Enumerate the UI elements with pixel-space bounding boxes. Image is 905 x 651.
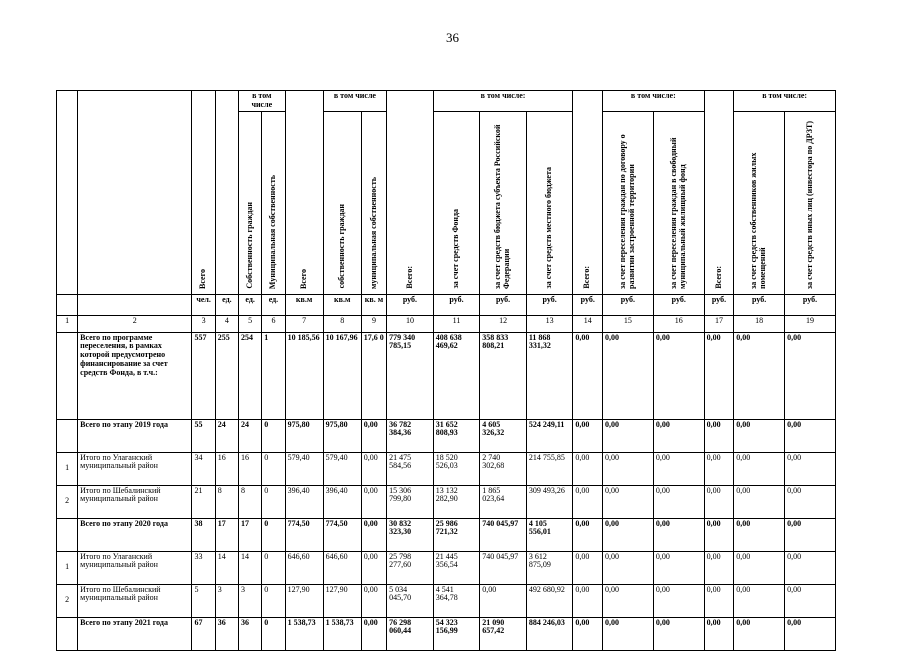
table-cell: 0,00 [603, 551, 654, 584]
unit-cell: кв.м [285, 294, 323, 315]
table-cell: 5 [192, 584, 215, 617]
table-row [57, 518, 836, 551]
table-cell: 579,40 [285, 452, 323, 485]
row-label-cell: Итого по Улаганский муниципальный район [78, 452, 192, 485]
table-cell: 0,00 [573, 617, 603, 650]
table-cell: 0,00 [573, 332, 603, 419]
table-cell: 358 833 808,21 [480, 332, 527, 419]
row-index-cell [57, 332, 78, 419]
table-cell: 0 [262, 584, 285, 617]
table-cell: 0,00 [361, 584, 386, 617]
row-index-cell: 1 [57, 551, 78, 584]
table-cell: 214 755,85 [526, 452, 573, 485]
table-cell: 0,00 [785, 617, 836, 650]
table-cell: 0,00 [653, 584, 704, 617]
col-header [433, 111, 480, 294]
table-cell: 3 [239, 584, 262, 617]
table-cell: 36 [215, 617, 238, 650]
table-cell: 0,00 [603, 485, 654, 518]
table-cell: 21 445 356,54 [433, 551, 480, 584]
table-cell: 0,00 [603, 452, 654, 485]
column-number-cell: 1 [57, 315, 78, 332]
table-cell: 0,00 [785, 518, 836, 551]
table-cell: 8 [239, 485, 262, 518]
col-header-text: за счет средств бюджета субъекта Российской Федерации [493, 124, 512, 289]
table-cell: 0,00 [653, 551, 704, 584]
unit-cell: руб. [387, 294, 434, 315]
unit-cell: руб. [785, 294, 836, 315]
table-cell: 0,00 [785, 584, 836, 617]
table-row [57, 617, 836, 650]
table-cell: 0 [262, 419, 285, 452]
unit-cell: руб. [653, 294, 704, 315]
col-header [361, 111, 386, 294]
table-cell: 54 323 156,99 [433, 617, 480, 650]
table-cell: 0,00 [361, 419, 386, 452]
table-cell: 0,00 [653, 518, 704, 551]
units-row [57, 294, 836, 315]
table-cell: 24 [239, 419, 262, 452]
table-cell: 1 538,73 [285, 617, 323, 650]
row-label-cell: Всего по этапу 2020 года [78, 518, 192, 551]
table-cell: 38 [192, 518, 215, 551]
table-cell: 15 306 799,80 [387, 485, 434, 518]
group-header-row [57, 91, 836, 112]
table-cell: 646,60 [323, 551, 361, 584]
table-cell: 16 [239, 452, 262, 485]
col-header [262, 111, 285, 294]
column-numbers-row [57, 315, 836, 332]
unit-cell: руб. [704, 294, 734, 315]
group-header: в том числе [323, 91, 386, 112]
table-cell: 0 [262, 518, 285, 551]
table-cell: 975,80 [285, 419, 323, 452]
table-cell: 3 [215, 584, 238, 617]
table-cell: 774,50 [285, 518, 323, 551]
unit-cell: руб. [526, 294, 573, 315]
column-number-cell: 6 [262, 315, 285, 332]
table-cell: 0,00 [573, 485, 603, 518]
col-header [192, 91, 215, 295]
column-number-cell: 15 [603, 315, 654, 332]
table-cell: 0,00 [785, 452, 836, 485]
table-cell: 0,00 [603, 518, 654, 551]
table-cell: 0,00 [361, 452, 386, 485]
row-index-cell [57, 419, 78, 452]
col-header-text: Всего: [404, 266, 414, 289]
unit-cell: чел. [192, 294, 215, 315]
column-number-cell: 8 [323, 315, 361, 332]
table-cell: 0,00 [785, 485, 836, 518]
col-header-text: муниципальная собственность [368, 176, 378, 289]
table-cell: 0,00 [704, 452, 734, 485]
table-cell: 33 [192, 551, 215, 584]
table-cell: 25 798 277,60 [387, 551, 434, 584]
table-cell: 3 612 875,09 [526, 551, 573, 584]
group-header: в том числе: [433, 91, 573, 112]
table-cell: 396,40 [285, 485, 323, 518]
table-cell: 740 045,97 [480, 518, 527, 551]
row-index-cell: 2 [57, 485, 78, 518]
table-cell: 0,00 [603, 584, 654, 617]
group-header: в том числе: [603, 91, 705, 112]
unit-cell: руб. [573, 294, 603, 315]
row-index-cell: 2 [57, 584, 78, 617]
table-cell: 646,60 [285, 551, 323, 584]
table-row [57, 419, 836, 452]
table-cell: 0,00 [734, 332, 785, 419]
col-header [215, 91, 238, 295]
table-cell: 5 034 045,70 [387, 584, 434, 617]
col-header [573, 91, 603, 295]
table-cell: 1 538,73 [323, 617, 361, 650]
table-cell: 0,00 [734, 518, 785, 551]
table-row [57, 332, 836, 419]
table-cell: 17 [239, 518, 262, 551]
group-header: в том числе [239, 91, 286, 112]
col-header-text: за счет средств местного бюджета [544, 167, 554, 289]
col-header-text: за счет средств собственников жилых помещений [749, 152, 768, 289]
table-cell: 0,00 [573, 518, 603, 551]
table-cell: 0,00 [785, 332, 836, 419]
table-cell: 0 [262, 617, 285, 650]
table-cell: 0,00 [653, 452, 704, 485]
table-cell: 14 [215, 551, 238, 584]
table-cell: 0,00 [734, 584, 785, 617]
page-number: 36 [446, 30, 459, 45]
col-header [323, 111, 361, 294]
table-cell: 254 [239, 332, 262, 419]
table-cell: 127,90 [323, 584, 361, 617]
row-label-cell: Итого по Шебалинский муниципальный район [78, 485, 192, 518]
unit-cell: ед. [239, 294, 262, 315]
unit-cell: руб. [480, 294, 527, 315]
table-cell: 0,00 [785, 551, 836, 584]
table-cell: 524 249,11 [526, 419, 573, 452]
table-cell: 0,00 [704, 584, 734, 617]
col-header-text: Всего: [713, 266, 723, 289]
col-header [480, 111, 527, 294]
table-cell: 21 [192, 485, 215, 518]
col-header-text: за счет переселения граждан в свободный муниципальный жилищный фонд [668, 137, 687, 289]
column-number-cell: 18 [734, 315, 785, 332]
unit-cell: кв. м [361, 294, 386, 315]
table-cell: 10 185,56 [285, 332, 323, 419]
table-cell: 408 638 469,62 [433, 332, 480, 419]
row-label-cell: Всего по этапу 2019 года [78, 419, 192, 452]
col-header [57, 91, 78, 295]
column-number-cell: 13 [526, 315, 573, 332]
table-cell: 0,00 [785, 419, 836, 452]
table-cell: 34 [192, 452, 215, 485]
table-cell: 884 246,03 [526, 617, 573, 650]
group-header: в том числе: [734, 91, 836, 112]
col-header [603, 111, 654, 294]
table-cell: 11 868 331,32 [526, 332, 573, 419]
table-cell: 16 [215, 452, 238, 485]
unit-cell [57, 294, 78, 315]
table-cell: 0,00 [734, 551, 785, 584]
unit-cell: кв.м [323, 294, 361, 315]
table-cell: 4 605 326,32 [480, 419, 527, 452]
col-header-text: собственность граждан [336, 204, 346, 289]
col-header-text: Муниципальная собственность [268, 174, 278, 289]
table-cell: 10 167,96 [323, 332, 361, 419]
col-header [653, 111, 704, 294]
column-number-cell: 17 [704, 315, 734, 332]
table-cell: 0,00 [734, 419, 785, 452]
row-label-cell: Итого по Улаганский муниципальный район [78, 551, 192, 584]
table-cell: 0,00 [653, 485, 704, 518]
table-cell: 975,80 [323, 419, 361, 452]
column-number-cell: 7 [285, 315, 323, 332]
table-cell: 18 520 526,03 [433, 452, 480, 485]
table-cell: 1 865 023,64 [480, 485, 527, 518]
table-cell: 0,00 [480, 584, 527, 617]
column-number-cell: 9 [361, 315, 386, 332]
row-label-cell: Итого по Шебалинский муниципальный район [78, 584, 192, 617]
table-cell: 36 [239, 617, 262, 650]
unit-cell: руб. [603, 294, 654, 315]
table-cell: 0,00 [573, 551, 603, 584]
table-cell: 17,6 0 [361, 332, 386, 419]
table-cell: 0,00 [653, 419, 704, 452]
col-header-text: Собственность граждан [244, 202, 254, 289]
unit-cell: ед. [262, 294, 285, 315]
table-cell: 579,40 [323, 452, 361, 485]
column-number-cell: 3 [192, 315, 215, 332]
column-number-cell: 14 [573, 315, 603, 332]
table-cell: 0,00 [361, 617, 386, 650]
table-cell: 0,00 [361, 485, 386, 518]
col-header [526, 111, 573, 294]
column-number-cell: 4 [215, 315, 238, 332]
row-index-cell: 1 [57, 452, 78, 485]
table-cell: 779 340 785,15 [387, 332, 434, 419]
col-header [285, 91, 323, 295]
column-number-cell: 16 [653, 315, 704, 332]
table-cell: 0,00 [704, 518, 734, 551]
program-table [56, 90, 836, 651]
col-header [704, 91, 734, 295]
table-cell: 21 090 657,42 [480, 617, 527, 650]
col-header-text: Всего [298, 268, 308, 289]
table-cell: 0,00 [573, 419, 603, 452]
unit-cell: руб. [734, 294, 785, 315]
column-number-cell: 11 [433, 315, 480, 332]
table-cell: 0,00 [653, 617, 704, 650]
table-cell: 396,40 [323, 485, 361, 518]
table-cell: 76 298 060,44 [387, 617, 434, 650]
table-cell: 30 832 323,30 [387, 518, 434, 551]
table-cell: 31 652 808,93 [433, 419, 480, 452]
unit-cell [78, 294, 192, 315]
table-cell: 0,00 [361, 518, 386, 551]
table-cell: 1 [262, 332, 285, 419]
col-header-text: Всего [198, 268, 208, 289]
col-header [785, 111, 836, 294]
col-header-text: за счет средств Фонда [451, 209, 461, 289]
row-label-cell: Всего по программе переселения, в рамках которой предусмотрено финансирование за счет средств Фонда, в т.ч.: [78, 332, 192, 419]
table-cell: 4 105 556,01 [526, 518, 573, 551]
table-cell: 309 493,26 [526, 485, 573, 518]
table-cell: 0 [262, 485, 285, 518]
table-cell: 24 [215, 419, 238, 452]
table-cell: 0,00 [704, 419, 734, 452]
table-cell: 0,00 [704, 332, 734, 419]
table-cell: 55 [192, 419, 215, 452]
table-cell: 21 475 584,56 [387, 452, 434, 485]
column-number-cell: 2 [78, 315, 192, 332]
table-cell: 14 [239, 551, 262, 584]
col-header [387, 91, 434, 295]
col-header-text: Всего: [582, 266, 592, 289]
row-label-cell: Всего по этапу 2021 года [78, 617, 192, 650]
table-cell: 127,90 [285, 584, 323, 617]
table-cell: 2 740 302,68 [480, 452, 527, 485]
table-row [57, 584, 836, 617]
table-cell: 740 045,97 [480, 551, 527, 584]
table-cell: 0,00 [734, 485, 785, 518]
table-cell: 255 [215, 332, 238, 419]
table-cell: 0,00 [603, 419, 654, 452]
table-cell: 774,50 [323, 518, 361, 551]
table-cell: 0,00 [653, 332, 704, 419]
col-header [734, 111, 785, 294]
table-cell: 4 541 364,78 [433, 584, 480, 617]
col-header [239, 111, 262, 294]
table-cell: 8 [215, 485, 238, 518]
table-cell: 0,00 [704, 485, 734, 518]
col-header-text: за счет средств иных лиц (инвестора по ДРЗТ) [804, 120, 814, 289]
table-row [57, 485, 836, 518]
row-index-cell [57, 617, 78, 650]
table-cell: 0,00 [603, 617, 654, 650]
table-cell: 25 986 721,32 [433, 518, 480, 551]
table-cell: 0 [262, 551, 285, 584]
table-cell: 13 132 282,90 [433, 485, 480, 518]
table-cell: 0,00 [734, 617, 785, 650]
column-number-cell: 19 [785, 315, 836, 332]
col-header [78, 91, 192, 295]
col-header-text: за счет переселения граждан по договору о развитии застроенной территории [618, 134, 636, 289]
table-cell: 67 [192, 617, 215, 650]
table-cell: 557 [192, 332, 215, 419]
column-number-cell: 10 [387, 315, 434, 332]
table-row [57, 452, 836, 485]
unit-cell: ед. [215, 294, 238, 315]
column-number-cell: 12 [480, 315, 527, 332]
table-cell: 0,00 [734, 452, 785, 485]
table-cell: 492 680,92 [526, 584, 573, 617]
table-row [57, 551, 836, 584]
unit-cell: руб. [433, 294, 480, 315]
column-number-cell: 5 [239, 315, 262, 332]
table-cell: 0,00 [603, 332, 654, 419]
table-cell: 0,00 [361, 551, 386, 584]
table-cell: 0,00 [573, 452, 603, 485]
row-index-cell [57, 518, 78, 551]
table-cell: 0,00 [704, 551, 734, 584]
table-cell: 0,00 [704, 617, 734, 650]
table-cell: 17 [215, 518, 238, 551]
table-cell: 0 [262, 452, 285, 485]
table-cell: 36 782 384,36 [387, 419, 434, 452]
table-cell: 0,00 [573, 584, 603, 617]
